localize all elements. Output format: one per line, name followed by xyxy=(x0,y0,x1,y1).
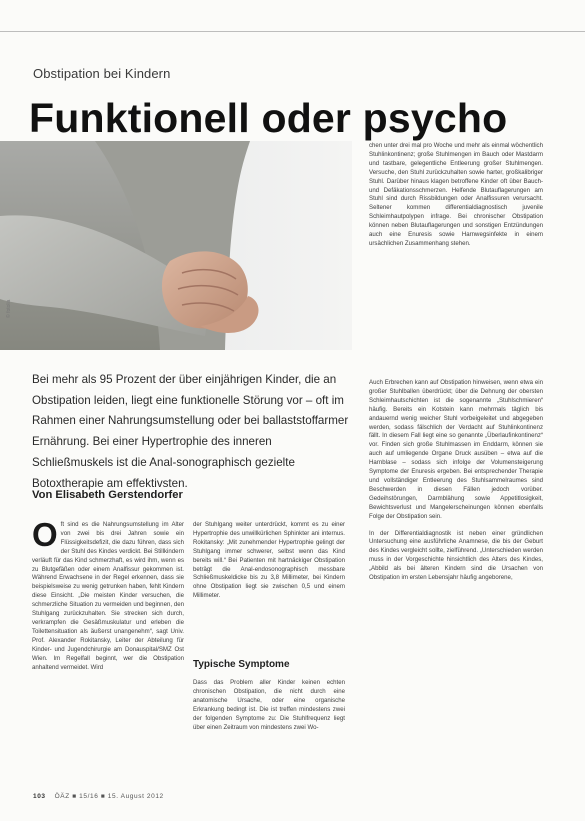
top-rule xyxy=(0,31,585,32)
article-kicker: Obstipation bei Kindern xyxy=(33,66,171,81)
page-number: 103 xyxy=(33,793,46,800)
page-footer xyxy=(33,793,164,800)
body-column-2 xyxy=(193,521,345,601)
body-text: Dass das Problem aller Kinder keinen echten chronischen Obstipation, die nicht durch eine anatomische Ursache, oder eine organische Erkrankung bedingt ist. Die ist treffen mindestens zwei der folgenden Symptome zu: Die Stuhlfrequenz liegt über einen Zeitraum von mindestens zwei Wo- xyxy=(193,679,345,731)
body-column-4 xyxy=(369,379,543,583)
section-subhead: Typische Symptome xyxy=(193,659,290,670)
article-photo xyxy=(0,141,352,350)
body-column-3 xyxy=(369,142,543,249)
article-lead: Bei mehr als 95 Prozent der über einjährigen Kinder, die an Obstipation leiden, liegt eine funktionelle Störung vor – oft im Rahmen einer Nahrungsumstellung oder bei ballaststoffarmer Ernährung. Bei einer Hypertrophie des inneren Schließmuskels ist die Anal-sonographisch gezielte Botoxtherapie am effektivsten. xyxy=(32,373,349,490)
photo-illustration xyxy=(0,141,352,350)
body-column-1 xyxy=(32,516,184,672)
body-text: In der Differentialdiagnostik ist neben einer gründlichen Untersuchung eine ausführliche Anamnese, die bis der Geburt des Kindes vergleicht sollte, zielführend. „Unterschieden werden muss in der Vorgeschichte hinsichtlich des Alters des Kindes, „Abbild als bei älteren Kindern sind die Ursachen von Obstipation im ersten Lebensjahr häufig angeborene, xyxy=(369,529,543,582)
body-text: ft sind es die Nahrungsumstellung im Alter von zwei bis drei Jahren sowie ein Flüssigkeitsdefizit, die dazu führen, dass sich der Stuhl des Kindes verdickt. Bei Stillkindern verläuft für das Kind schmerzhaft, es wird ihm, wenn es zu Blutgefäßen oder einem Analfissur gekommen ist. Während Erwachsene in der Regel erkennen, dass sie beispielsweise zu wenig getrunken haben, fehlt Kindern diese Einsicht. „Die meisten Kinder versuchen, die schmerzliche Situation zu vermeiden und beginnen, den Stuhlgang zurückzuhalten. Sie strecken sich durch, verkrampfen die Gesäßmuskulatur und erleben die Toilettensituation als äußerst unangenehm“, sagt Univ. Prof. Alexander Rokitansky, Leiter der Abteilung für Kinder- und Jugendchirurgie am Donauspital/SMZ Ost Wien. Im Regelfall beginnt, wer die Obstipation anhaltend vermeidet. Wird xyxy=(32,521,184,671)
issue-info: ÖÄZ ■ 15/16 ■ 15. August 2012 xyxy=(54,793,164,800)
body-text: chen unter drei mal pro Woche und mehr als einmal wöchentlich Stuhlinkontinenz; große Stuhlmengen im Bauch oder Mastdarm und tastbare, gelegentliche Entleerung großer Stuhlmengen. Versuche, den Stuhl zurückzuhalten sowie harter, großkalibriger Stuhl. Darüber hinaus klagen betroffene Kinder oft über Bauch- und Defäkationsschmerzen. Helfende Blutauflagerungen am Stuhl sind durch Rissbildungen oder Analfissuren verursacht. Seltener kommen differentialdiagnostisch juvenile Schleimhautpolypen infrage. Bei chronischer Obstipation können neben Blutauflagerungen und sonstigen Entzündungen auch eine Enuresis sowie Harnwegsinfekte in einem ursächlichen Zusammenhang stehen. xyxy=(369,142,543,247)
article-headline: Funktionell oder psycho xyxy=(29,95,508,141)
drop-cap: O xyxy=(32,516,58,553)
photo-credit: © fotolia xyxy=(6,299,12,318)
article-byline: Von Elisabeth Gerstendorfer xyxy=(32,489,183,501)
body-text: Auch Erbrechen kann auf Obstipation hinweisen, wenn etwa ein großer Stuhlballen überdrückt; über die Dehnung der obersten Schleimhautschichten ist die sogenannte „Stuhlschmieren“ häufig. Bereits ein Kotstein kann mehrmals täglich bis andauernd wenig weicher Stuhl vorbeigeleitet und abgegeben werden, sodass fälschlich der Verdacht auf Stuhlinkontinenz fällt. In diesem Fall liegt eine so genannte „Überlaufinkontinenz“ vor. Finden sich große Stuhlmassen im Enddarm, können sie auch auf umliegende Organe Druck ausüben – etwa auf die Harnblase – sodass sich infolge der Volumensteigerung Symptome der Enuresis ergeben. Bei entsprechender Therapie und vollständiger Entleerung des Stuhlsammelraumes sind Beschwerden in diesen Fällen jedoch vorüber. Gedeihstörungen, Darmblähung sowie Appetitlosigkeit, Bewichtsverlust und Mangelerscheinungen können ebenfalls Folge der Obstipation sein. xyxy=(369,379,543,520)
body-column-2-continued xyxy=(193,679,345,732)
body-text: der Stuhlgang weiter unterdrückt, kommt es zu einer Hypertrophie des unwillkürlichen Sphinkter ani internus. Rokitansky: „Mit zunehmender Hypertrophie gelingt der Stuhlgang immer schwerer, selbst wenn das Kind bereits will.“ Bei Patienten mit hartnäckiger Obstipation beträgt die Anal-endosonographisch messbare Schließmuskeldicke bis zu 3,8 Millimeter, bei Kindern ohne Obstipation liegt sie zwischen 0,5 und einem Millimeter. xyxy=(193,521,345,600)
